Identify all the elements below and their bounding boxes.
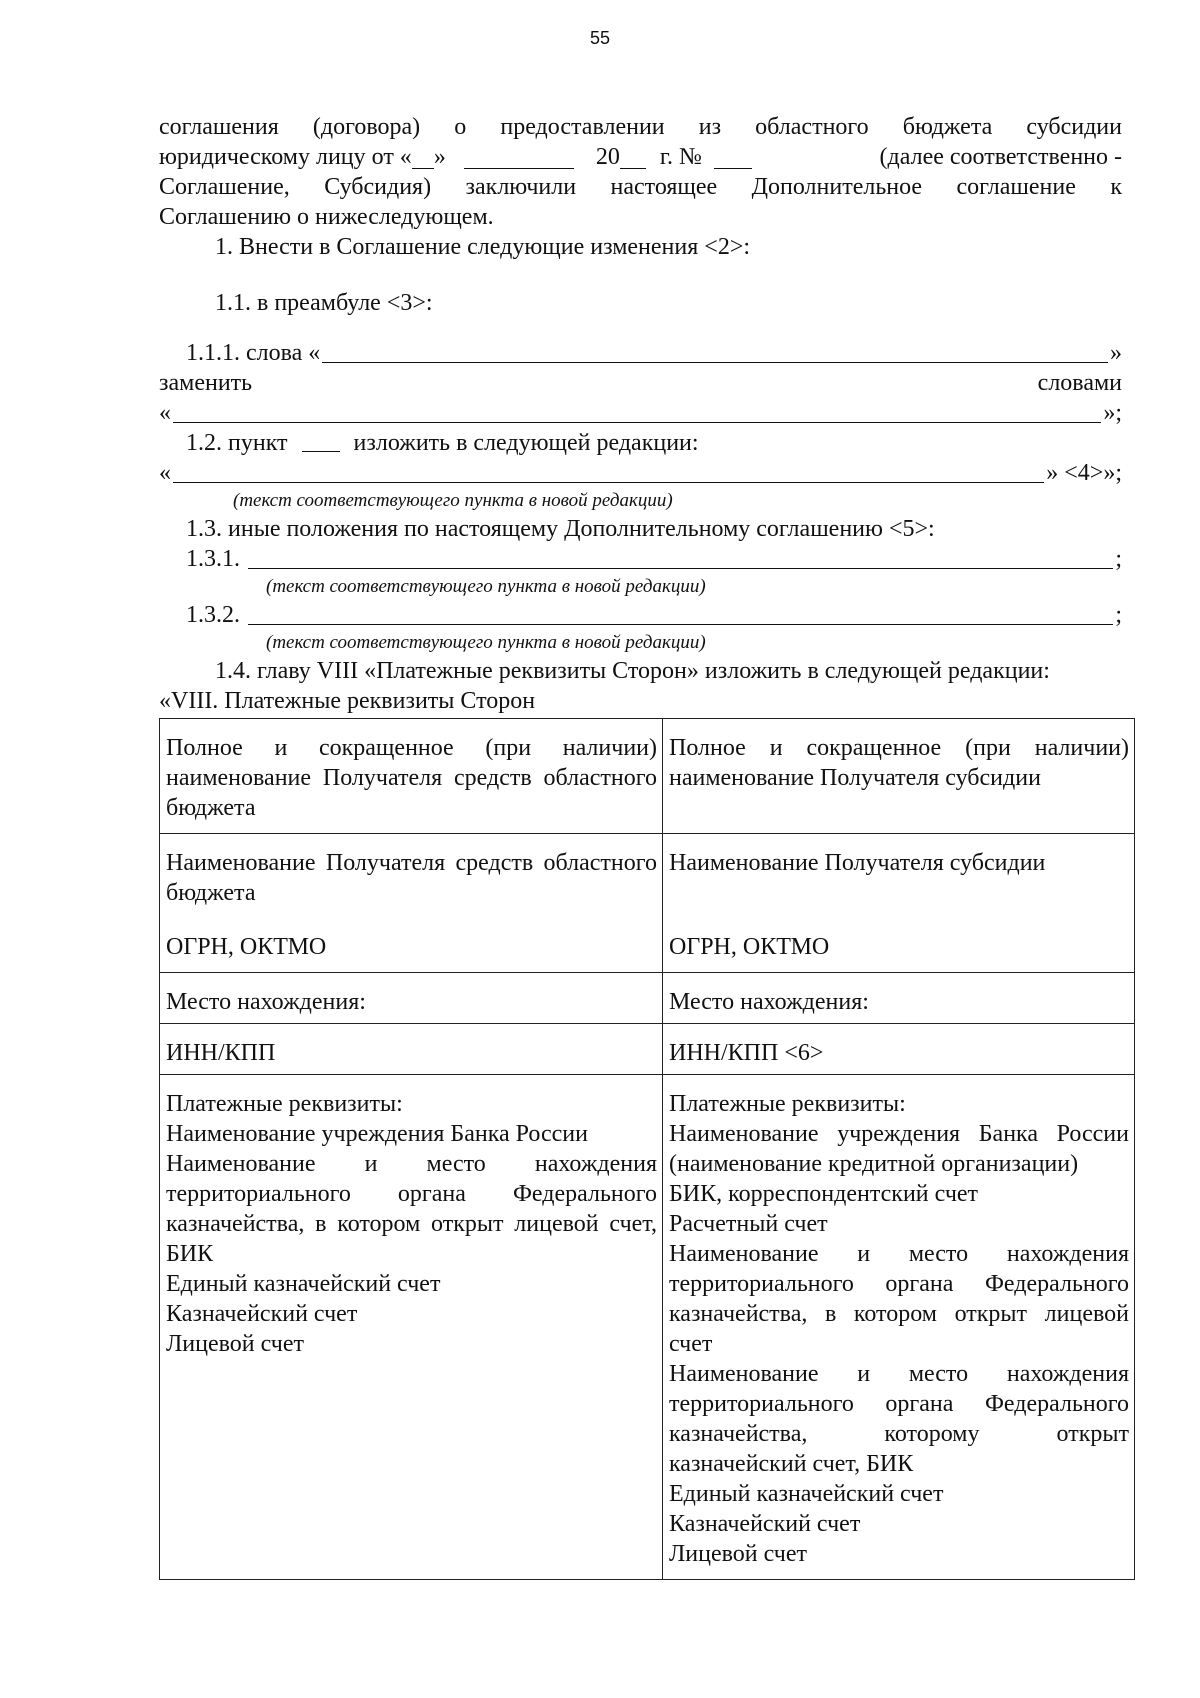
cell-text: Полное и сокращенное (при наличии) наименование Получателя субсидии: [669, 735, 1129, 791]
cell-text: ИНН/КПП <6>: [669, 1040, 824, 1066]
new-words-close: »;: [1103, 400, 1122, 426]
item-1-3-2-suffix: ;: [1115, 602, 1122, 628]
item-1-3-2-hint: (текст соответствующего пункта в новой редакции): [266, 632, 706, 653]
table-cell: [663, 1024, 1135, 1075]
table-row: [160, 1024, 1135, 1075]
cell-text: Расчетный счет: [669, 1211, 828, 1237]
month-blank: [464, 148, 574, 169]
item-1-2-open: «: [159, 460, 171, 486]
item-1-2: [186, 431, 699, 455]
para1-text-e: (далее соответственно -: [879, 144, 1122, 170]
cell-text: Наименование Получателя субсидии: [669, 850, 1046, 876]
item-1-2-b: изложить в следующей редакции:: [353, 430, 699, 456]
with-words: словами: [1037, 370, 1122, 396]
replace-word: заменить: [159, 370, 253, 396]
item-1-3-1-line: [159, 547, 1122, 571]
table-cell: [160, 973, 663, 1024]
point-number-blank: [302, 431, 340, 452]
cell-text: ИНН/КПП: [166, 1040, 276, 1066]
cell-text: ОГРН, ОКТМО: [166, 934, 327, 960]
item-1-3-2-prefix: 1.3.2.: [186, 602, 240, 628]
new-words-blank: [173, 402, 1101, 423]
item-1-3-1-prefix: 1.3.1.: [186, 546, 240, 572]
item-1-2-text-line: [159, 461, 1122, 485]
para1-line2: [159, 145, 1122, 169]
cell-text: Казначейский счет: [669, 1511, 861, 1537]
table-cell: [663, 834, 1135, 973]
section-title: «VIII. Платежные реквизиты Сторон: [159, 688, 536, 714]
item-1-1: 1.1. в преамбуле <3>:: [215, 290, 433, 316]
para1-text-c: 20: [595, 144, 620, 170]
cell-text: Казначейский счет: [166, 1301, 358, 1327]
table-cell: [663, 973, 1135, 1024]
item-1-2-hint: (текст соответствующего пункта в новой редакции): [233, 490, 673, 511]
cell-text: Платежные реквизиты:: [669, 1091, 906, 1117]
new-words-line: [159, 401, 1122, 425]
cell-text: Наименование и место нахождения территориального органа Федерального казначейства, в котором открыт лицевой счет: [669, 1241, 1129, 1357]
item-1-3-1-suffix: ;: [1115, 546, 1122, 572]
item-1-2-a: 1.2. пункт: [186, 430, 288, 456]
table-cell: [160, 1024, 663, 1075]
table-cell: [663, 719, 1135, 834]
item-1-3-2-blank: [248, 604, 1113, 625]
cell-text: ОГРН, ОКТМО: [669, 934, 830, 960]
table-row: [160, 834, 1135, 973]
para1-text-d: г. №: [659, 144, 702, 170]
day-blank: [412, 148, 434, 169]
cell-text: Полное и сокращенное (при наличии) наименование Получателя средств областного бюджета: [166, 735, 657, 821]
number-blank: [714, 148, 752, 169]
cell-text: Платежные реквизиты:: [166, 1091, 403, 1117]
item-1-3: 1.3. иные положения по настоящему Дополнительному соглашению <5>:: [186, 516, 935, 542]
page-number: 55: [589, 28, 611, 48]
item-1-1-1-line: [159, 341, 1122, 365]
item-1-1-1-prefix: 1.1.1. слова «: [186, 340, 321, 366]
item-1-2-close: » <4>»;: [1046, 460, 1122, 486]
new-words-open: «: [159, 400, 171, 426]
cell-text: Наименование учреждения Банка России: [166, 1121, 588, 1147]
para1-line4: Соглашению о нижеследующем.: [159, 204, 494, 230]
para1-line3: Соглашение, Субсидия) заключили настоящее Дополнительное соглашение к: [159, 174, 1122, 200]
item-1-2-blank: [173, 462, 1044, 483]
payment-requisites-table: [159, 718, 1135, 1580]
cell-text: Место нахождения:: [669, 989, 869, 1015]
cell-text: Наименование учреждения Банка России (наименование кредитной организации): [669, 1121, 1129, 1177]
cell-text: Наименование и место нахождения территориального органа Федерального казначейства, которому открыт казначейский счет, БИК: [669, 1361, 1129, 1477]
table-cell: [160, 719, 663, 834]
item-1-3-1-blank: [248, 548, 1113, 569]
para1-text-b: »: [433, 144, 446, 170]
table-cell: [160, 834, 663, 973]
item-1: 1. Внести в Соглашение следующие изменения <2>:: [215, 234, 751, 260]
para1-text-a: юридическому лицу от «: [159, 144, 412, 170]
cell-text: Лицевой счет: [669, 1541, 808, 1567]
cell-text: БИК, корреспондентский счет: [669, 1181, 979, 1207]
table-row: [160, 973, 1135, 1024]
words-blank: [322, 342, 1108, 363]
table-cell: [160, 1075, 663, 1580]
cell-text: Единый казначейский счет: [669, 1481, 944, 1507]
item-1-4: 1.4. главу VIII «Платежные реквизиты Сторон» изложить в следующей редакции:: [215, 658, 1050, 684]
cell-text: Наименование Получателя средств областного бюджета: [166, 850, 657, 906]
cell-text: Единый казначейский счет: [166, 1271, 441, 1297]
item-1-1-1-suffix: »: [1110, 340, 1122, 366]
table-row: [160, 1075, 1135, 1580]
year-blank: [620, 148, 646, 169]
table-row: [160, 719, 1135, 834]
item-1-3-2-line: [159, 603, 1122, 627]
table-cell: [663, 1075, 1135, 1580]
para1-line1: соглашения (договора) о предоставлении из областного бюджета субсидии: [159, 114, 1122, 140]
cell-text: Лицевой счет: [166, 1331, 305, 1357]
cell-text: Место нахождения:: [166, 989, 366, 1015]
item-1-3-1-hint: (текст соответствующего пункта в новой редакции): [266, 576, 706, 597]
cell-text: Наименование и место нахождения территориального органа Федерального казначейства, в котором открыт лицевой счет, БИК: [166, 1151, 657, 1267]
